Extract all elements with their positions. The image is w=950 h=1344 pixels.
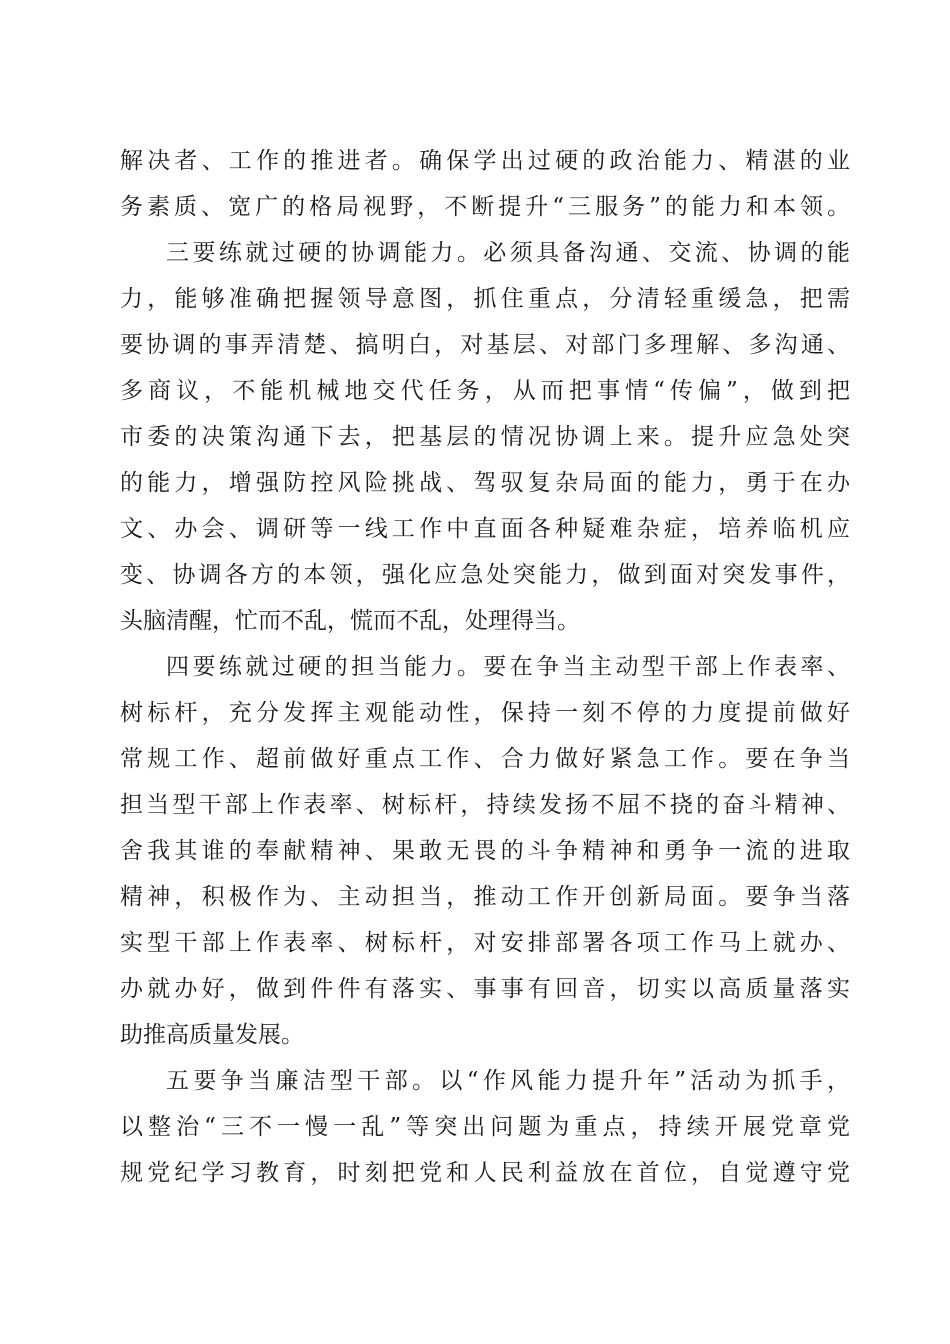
text-line: 常规工作、超前做好重点工作、合力做好紧急工作。要在争当 [120,746,850,772]
text-line: 要协调的事弄清楚、搞明白，对基层、对部门多理解、多沟通、 [120,332,850,358]
text-line: 头脑清醒，忙而不乱，慌而不乱，处理得当。 [120,608,580,634]
text-line: 市委的决策沟通下去，把基层的情况协调上来。提升应急处突 [120,424,850,450]
text-line: 的能力，增强防控风险挑战、驾驭复杂局面的能力，勇于在办 [120,470,850,496]
text-line: 担当型干部上作表率、树标杆，持续发扬不屈不挠的奋斗精神、 [120,792,850,818]
text-line: 文、办会、调研等一线工作中直面各种疑难杂症，培养临机应 [120,516,850,542]
text-line: 舍我其谁的奉献精神、果敢无畏的斗争精神和勇争一流的进取 [120,838,850,864]
text-line: 解决者、工作的推进者。确保学出过硬的政治能力、精湛的业 [120,148,850,174]
text-line: 多商议，不能机械地交代任务，从而把事情“传偏”，做到把 [120,378,850,404]
paragraph-4-start: 四要练就过硬的担当能力。要在争当主动型干部上作表率、 [166,654,850,680]
text-line: 助推高质量发展。 [120,1022,304,1048]
paragraph-5-start: 五要争当廉洁型干部。以“作风能力提升年”活动为抓手， [166,1068,850,1094]
text-line: 变、协调各方的本领，强化应急处突能力，做到面对突发事件， [120,562,850,588]
text-line: 规党纪学习教育，时刻把党和人民利益放在首位，自觉遵守党 [120,1160,850,1186]
text-line: 力，能够准确把握领导意图，抓住重点，分清轻重缓急，把需 [120,286,850,312]
text-line: 精神，积极作为、主动担当，推动工作开创新局面。要争当落 [120,884,850,910]
text-line: 树标杆，充分发挥主观能动性，保持一刻不停的力度提前做好 [120,700,850,726]
text-line: 实型干部上作表率、树标杆，对安排部署各项工作马上就办、 [120,930,850,956]
paragraph-3-start: 三要练就过硬的协调能力。必须具备沟通、交流、协调的能 [166,240,850,266]
text-line: 办就办好，做到件件有落实、事事有回音，切实以高质量落实 [120,976,850,1002]
text-line: 务素质、宽广的格局视野，不断提升“三服务”的能力和本领。 [120,194,850,220]
text-line: 以整治“三不一慢一乱”等突出问题为重点，持续开展党章党 [120,1114,850,1140]
